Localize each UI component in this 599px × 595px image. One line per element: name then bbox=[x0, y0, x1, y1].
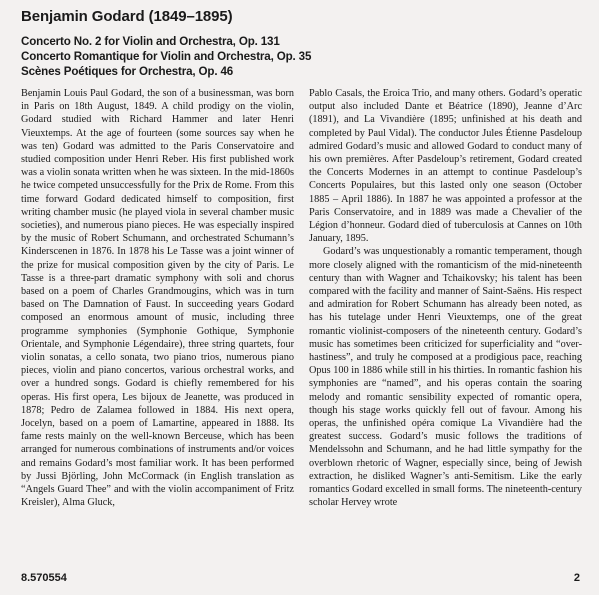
header bbox=[21, 8, 581, 79]
column-left bbox=[21, 87, 294, 559]
body-columns bbox=[21, 87, 582, 559]
body-paragraph: Godard’s was unquestionably a romantic temperament, though more closely aligned with the romanticism of the mid-nineteenth century than with Wagner and Tchaikovsky; his talent has been compared with the facility and manner of Saint-Saëns. His respect and admiration for Robert Schumann has already been noted, as has his tutelage under Henri Vieuxtemps, one of the great romantic violinist-composers of the nineteenth century. Godard’s music has sometimes been criticized for superficiality and “over-hastiness”, and truly he composed at a prodigious pace, reaching Opus 100 in 1886 while still in his thirties. In romantic fashion his symphonies are “named”, and his operas contain the soaring melody and romantic sensibility expected of romantic opera, though his stage works quickly fell out of favour. Among his operas, the unfinished opéra comique La Vivandière had the greatest success. Godard’s music follows the traditions of Mendelssohn and Schumann, and he had little sympathy for the overblown rhetoric of Wagner, especially since, being of Jewish extraction, he disliked Wagner’s anti-Semitism. Like the early romantics Godard excelled in small forms. The nineteenth-century scholar Hervey wrote bbox=[309, 246, 582, 509]
page-number: 2 bbox=[573, 572, 580, 584]
works-list bbox=[21, 34, 581, 79]
catalogue-number: 8.570554 bbox=[21, 572, 67, 584]
column-right bbox=[309, 87, 582, 559]
work-title: Concerto Romantique for Violin and Orchestra, Op. 35 bbox=[21, 50, 312, 63]
composer-heading: Benjamin Godard (1849–1895) bbox=[21, 8, 233, 25]
work-title: Scènes Poétiques for Orchestra, Op. 46 bbox=[21, 65, 234, 78]
body-paragraph: Benjamin Louis Paul Godard, the son of a businessman, was born in Paris on 18th August, 1849. A child prodigy on the violin, Godard studied with Richard Hammer and later Henri Vieuxtemps. At the age of fourteen (some sources say when he was ten) Godard was admitted to the Paris Conservatoire and studied composition under Henri Reber. His first published work was a violin sonata written when he was sixteen. In the mid-1860s he twice competed unsuccessfully for the Prix de Rome. From this time forward Godard dedicated himself to composition, first writing chamber music (he played viola in several chamber music societies), and numerous piano pieces. He was especially inspired by the music of Robert Schumann, and orchestrated Schumann’s Kinderscenen in 1876. In 1878 his Le Tasse was a joint winner of the prize for musical composition given by the city of Paris. Le Tasse is a three-part dramatic symphony with soli and chorus based on a poem of Charles Grandmougins, which was in turn based on The Damnation of Faust. In succeeding years Godard composed an enormous amount of music, including three programme symphonies (Symphonie Gothique, Symphonie Orientale, and Symphonie Légendaire), three string quartets, four violin sonatas, a cello sonata, two piano trios, numerous piano pieces, violin and piano concertos, various orchestral works, and over a hundred songs. Godard is chiefly remembered for his operas. His first opera, Les bijoux de Jeanette, was produced in 1878; Pedro de Zalamea followed in 1884. His next opera, Jocelyn, based on a poem of Lamartine, appeared in 1888. Its fame rests mainly on the well-known Berceuse, which has been arranged for numerous combinations of instruments and/or voices and remains Godard’s most familiar work. It has been performed by Jussi Björling, John McCormack (in English translation as “Angels Guard Thee” and with the violin accompaniment of Fritz Kreisler), Alma Gluck, bbox=[21, 88, 294, 509]
body-paragraph: Pablo Casals, the Eroica Trio, and many others. Godard’s operatic output also included Dante et Béatrice (1890), Jeanne d’Arc (1891), and La Vivandière (1895; unfinished at his death and completed by Paul Vidal). The conductor Jules Étienne Pasdeloup admired Godard’s music and allowed Godard to conduct many of his own premières. After Pasdeloup’s retirement, Godard created the Concerts Modernes in an attempt to continue Pasdeloup’s Concerts Populaires, but this lasted only one season (October 1885 – April 1886). In 1887 he was appointed a professor at the Paris Conservatoire, and in 1889 was made a Chevalier of the Légion d’honneur. Godard died of tuberculosis at Cannes on 10th January, 1895. bbox=[309, 88, 582, 245]
work-title: Concerto No. 2 for Violin and Orchestra, Op. 131 bbox=[21, 35, 280, 48]
